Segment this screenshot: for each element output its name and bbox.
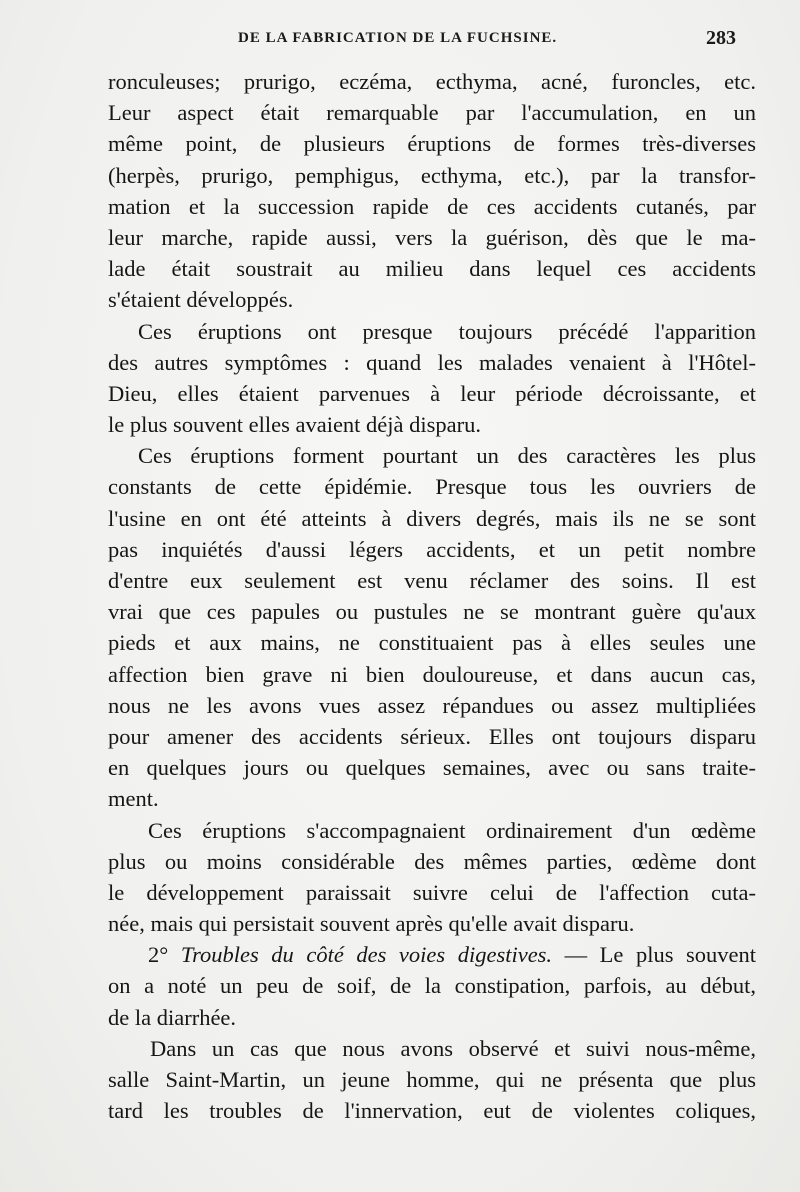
paragraph (108, 440, 756, 814)
text-line: affection bien grave ni bien douloureuse, et dans aucun cas, (108, 661, 756, 687)
paragraph (108, 316, 756, 441)
section-heading-line (108, 939, 756, 970)
text-line: le plus souvent elles avaient déjà disparu. (108, 412, 482, 438)
text-line: Ces éruptions s'accompagnaient ordinairement d'un œdème (148, 817, 756, 843)
text-line: Ces éruptions forment pourtant un des caractères les plus (138, 443, 756, 469)
text-line: mation et la succession rapide de ces accidents cutanés, par (108, 193, 756, 219)
text-line: salle Saint-Martin, un jeune homme, qui ne présenta que plus (108, 1067, 756, 1092)
text-line: tard les troubles de l'innervation, eut de violentes coliques, (108, 1098, 756, 1124)
section-paragraph (108, 939, 756, 1033)
text-line: constants de cette épidémie. Presque tous les ouvriers de (108, 474, 756, 500)
running-head: DE LA FABRICATION DE LA FUCHSINE. (238, 30, 558, 46)
text-line: d'entre eux seulement est venu réclamer des soins. Il est (108, 568, 756, 593)
text-line: vrai que ces papules ou pustules ne se montrant guère qu'aux (108, 599, 756, 625)
text-line: pour amener des accidents sérieux. Elles ont toujours disparu (108, 723, 756, 749)
text-line: leur marche, rapide aussi, vers la guérison, dès que le ma- (108, 224, 756, 250)
text-line: des autres symptômes : quand les malades venaient à l'Hôtel- (108, 349, 756, 375)
text-line: Ces éruptions ont presque toujours précédé l'apparition (138, 318, 756, 344)
text-line: de la diarrhée. (108, 1004, 237, 1030)
text-line: plus ou moins considérable des mêmes parties, œdème dont (108, 848, 756, 874)
text-line: Dieu, elles étaient parvenues à leur période décroissante, et (108, 380, 756, 406)
text-line: Leur aspect était remarquable par l'accumulation, en un (108, 100, 756, 126)
text-line: Dans un cas que nous avons observé et suivi nous-même, (150, 1035, 756, 1061)
text-line: nous ne les avons vues assez répandues ou assez multipliées (108, 692, 756, 718)
section-heading-rest: — Le plus souvent (552, 942, 757, 968)
text-line: ronculeuses; prurigo, eczéma, ecthyma, acné, furoncles, etc. (108, 69, 756, 94)
text-line: s'étaient développés. (108, 287, 294, 313)
text-line: née, mais qui persistait souvent après qu'elle avait disparu. (108, 911, 635, 937)
text-line: en quelques jours ou quelques semaines, avec ou sans traite- (108, 755, 756, 781)
paragraph-continuation (108, 66, 756, 316)
text-line: même point, de plusieurs éruptions de formes très-diverses (108, 131, 756, 157)
text-line: on a noté un peu de soif, de la constipation, parfois, au début, (108, 973, 756, 999)
text-line: ment. (108, 786, 159, 812)
text-line: l'usine en ont été atteints à divers degrés, mais ils ne se sont (108, 505, 756, 531)
paragraph (108, 815, 756, 940)
body-text (108, 66, 756, 1126)
paragraph (108, 1033, 756, 1127)
text-line: pas inquiétés d'aussi légers accidents, et un petit nombre (108, 536, 756, 562)
page-number: 283 (706, 27, 736, 49)
text-line: pieds et aux mains, ne constituaient pas à elles seules une (108, 630, 756, 656)
section-number: 2° (148, 942, 169, 968)
text-line: (herpès, prurigo, pemphigus, ecthyma, etc.), par la transfor- (108, 162, 756, 188)
section-heading: Troubles du côté des voies digestives. (180, 942, 553, 968)
text-line: lade était soustrait au milieu dans lequel ces accidents (108, 256, 756, 282)
text-line: le développement paraissait suivre celui de l'affection cuta- (108, 879, 756, 905)
